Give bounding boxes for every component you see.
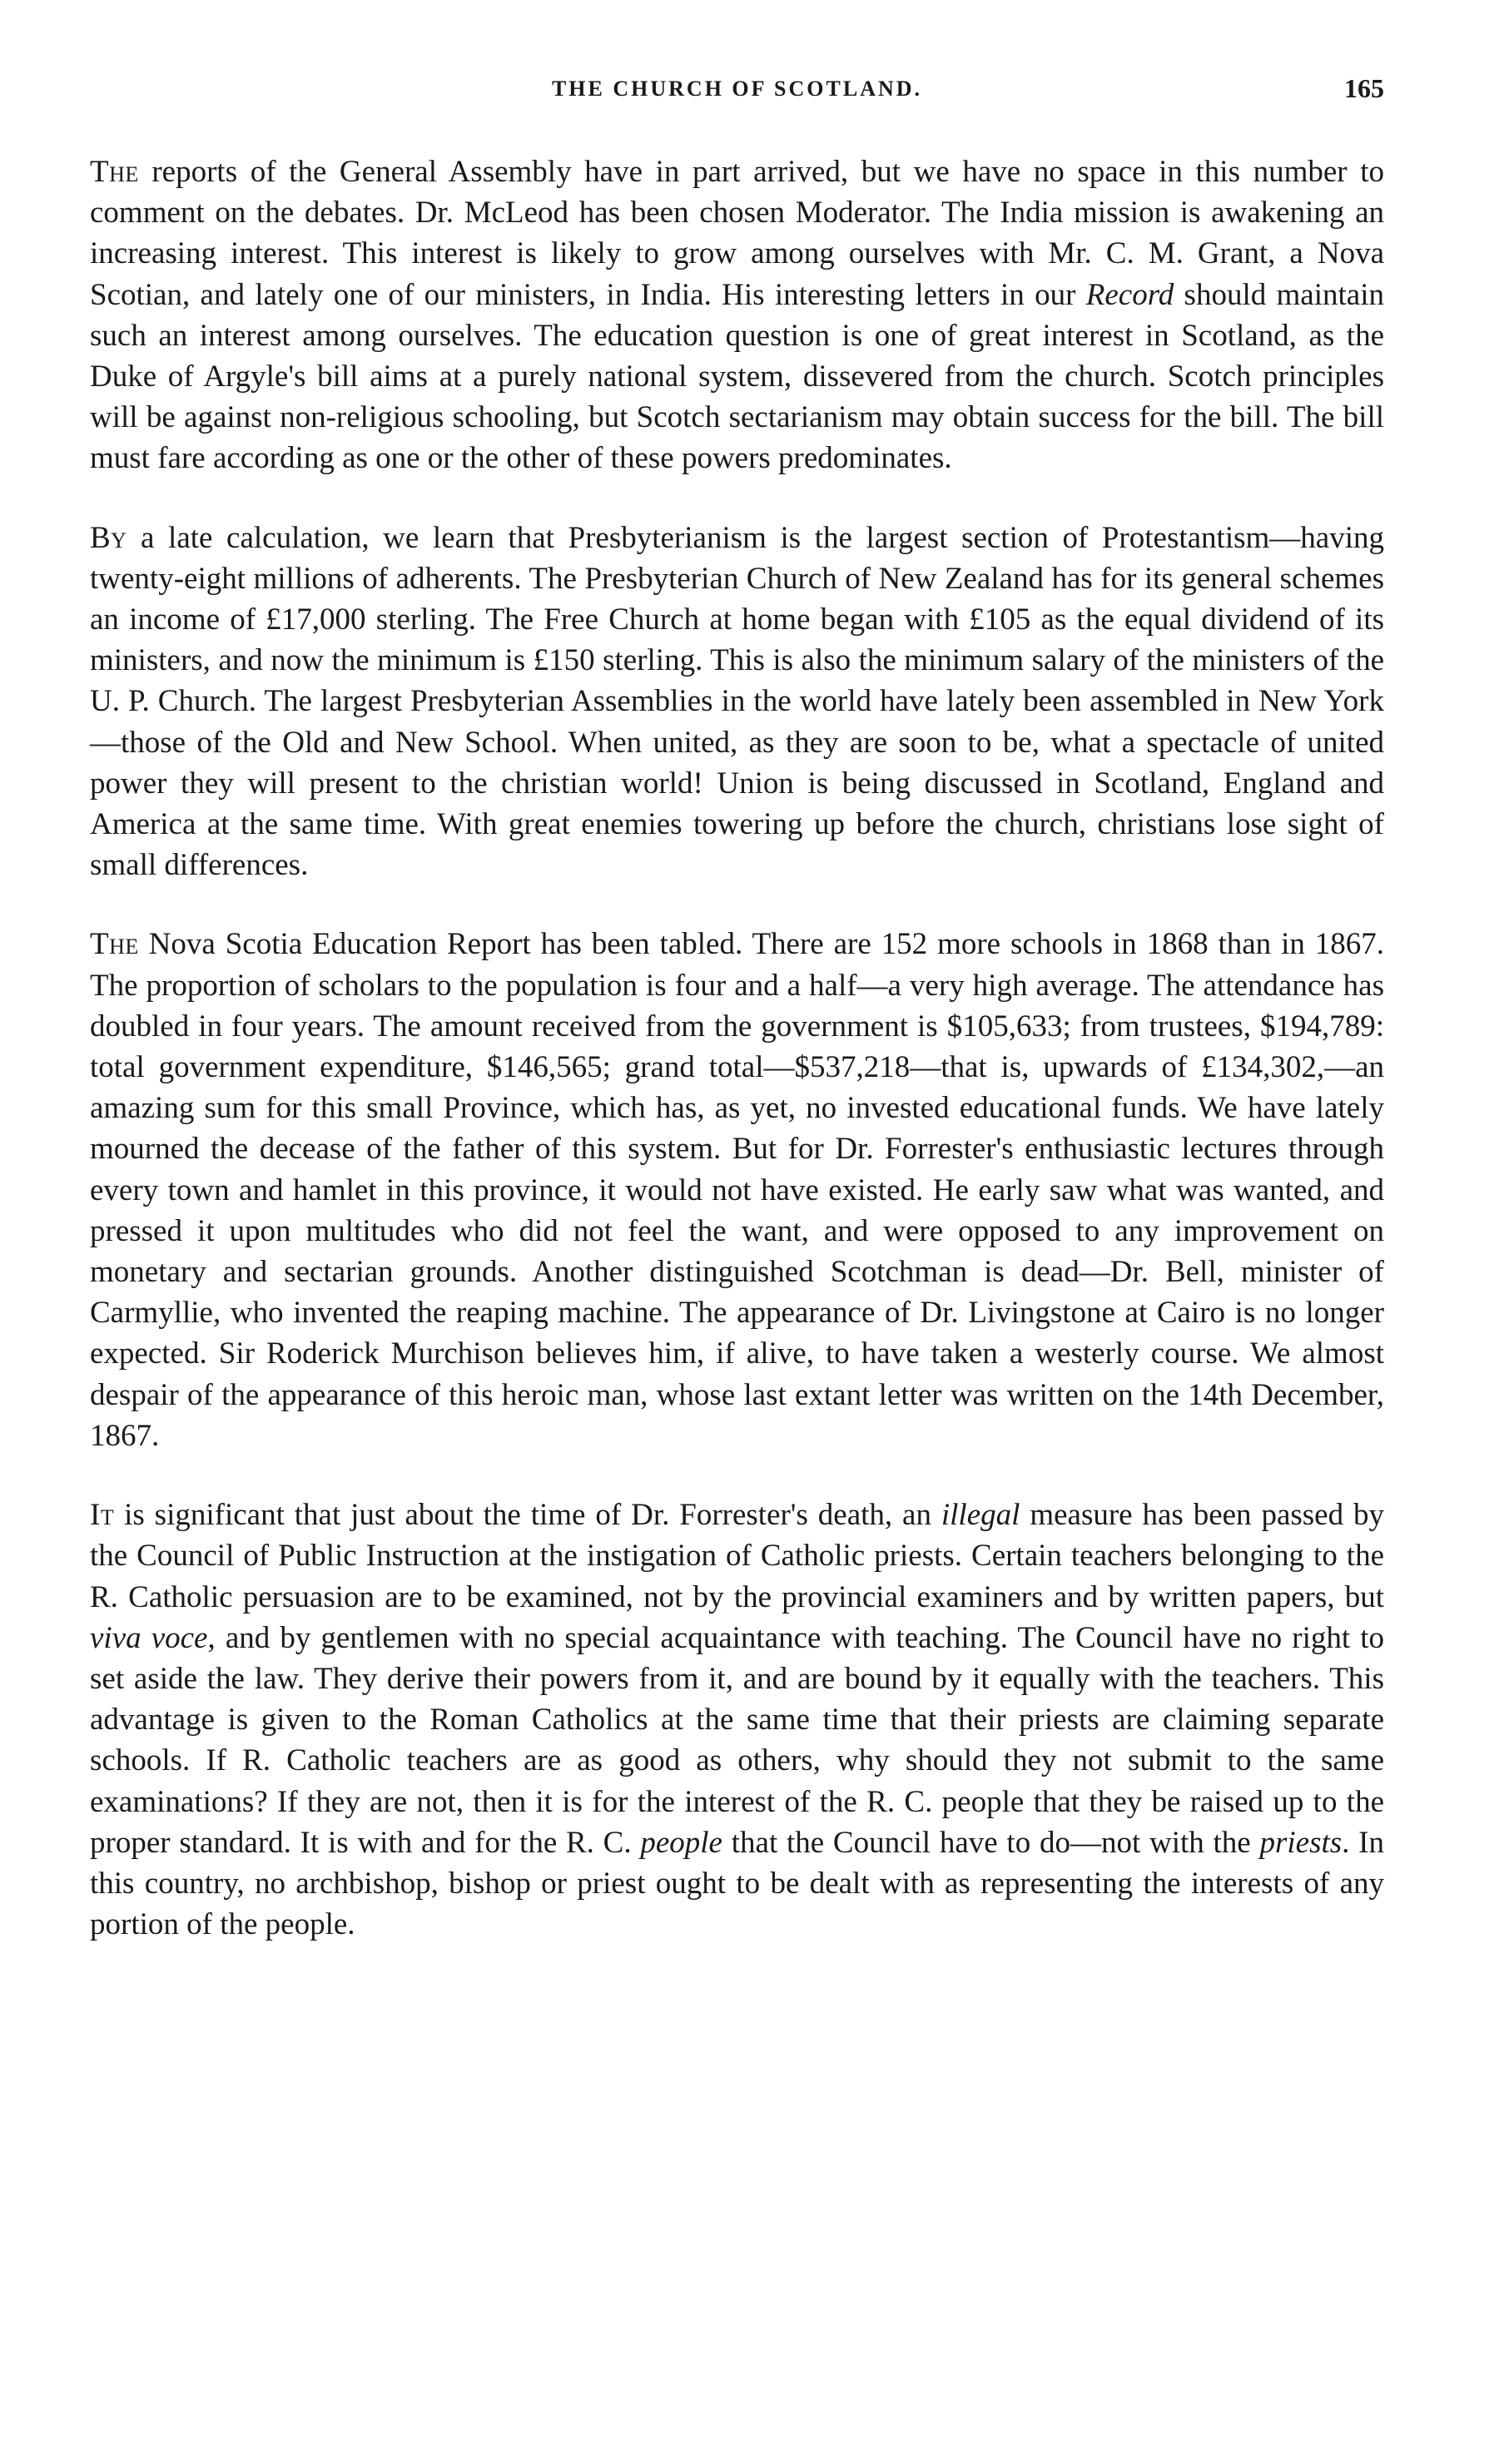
- paragraph-lead: By: [90, 520, 127, 555]
- paragraph-lead: The: [90, 927, 139, 962]
- paragraph-text: is significant that just about the time of Dr. Forrester's death, an: [114, 1498, 941, 1533]
- paragraph-text: , and by gentlemen with no special acquaintance with teaching. The Council have no right to set aside the law. They derive their powers from it, and are bound by it equally with the teachers. This advantage is given to the Roman Catholics at the same time that their priests are claiming separate schools. If R. Catholic teachers are as good as others, why should they not submit to the same examinations? If they are not, then it is for the interest of the R. C. people that they be raised up to the proper standard. It is with and for the R. C.: [90, 1620, 1384, 1860]
- paragraph-text: Nova Scotia Education Report has been tabled. There are 152 more schools in 1868 than in 1867. The proportion of scholars to the population is four and a half—a very high average. The attendance has doubled in four years. The amount received from the government is $105,633; from trustees, $194,789: total government expenditure, $146,565; grand total—$537,218—that is, upwards of £134,302,—an amazing sum for this small Province, which has, as yet, no invested educational funds. We have lately mourned the decease of the father of this system. But for Dr. Forrester's enthusiastic lectures through every town and hamlet in this province, it would not have existed. He early saw what was wanted, and pressed it upon multitudes who did not feel the want, and were opposed to any improvement on monetary and sectarian grounds. Another distinguished Scotchman is dead—Dr. Bell, minister of Carmyllie, who invented the reaping machine. The appearance of Dr. Livingstone at Cairo is no longer expected. Sir Roderick Murchison believes him, if alive, to have taken a westerly course. We almost despair of the appearance of this heroic man, whose last extant letter was written on the 14th December, 1867.: [90, 927, 1384, 1453]
- paragraph-lead: The: [90, 155, 139, 189]
- italic-text: people: [640, 1825, 722, 1860]
- paragraph-council-instruction: [90, 1495, 1384, 1945]
- running-title: THE CHURCH OF SCOTLAND.: [551, 77, 923, 101]
- italic-text: viva voce: [90, 1620, 208, 1655]
- page-number: 165: [1344, 73, 1384, 103]
- paragraph-text: a late calculation, we learn that Presbyterianism is the largest section of Protestantism—having twenty-eight millions of adherents. The Presbyterian Church of New Zealand has for its general schemes an income of £17,000 sterling. The Free Church at home began with £105 as the equal dividend of its ministers, and now the minimum is £150 sterling. This is also the minimum salary of the ministers of the U. P. Church. The largest Presbyterian Assemblies in the world have lately been assembled in New York—those of the Old and New School. When united, as they are soon to be, what a spectacle of united power they will present to the christian world! Union is being discussed in Scotland, England and America at the same time. With great enemies towering up before the church, christians lose sight of small differences.: [90, 520, 1384, 883]
- italic-text: illegal: [941, 1498, 1020, 1533]
- paragraph-presbyterianism: [90, 518, 1384, 886]
- paragraph-text: should maintain such an interest among ourselves. The education question is one of great interest in Scotland, as the Duke of Argyle's bill aims at a purely national system, dissevered from the church. Scotch principles will be against non-religious schooling, but Scotch sectarianism may obtain success for the bill. The bill must fare according as one or the other of these powers predominates.: [90, 277, 1384, 476]
- paragraph-education-report: [90, 924, 1384, 1456]
- italic-text: Record: [1085, 277, 1174, 312]
- page: [90, 73, 1384, 1945]
- paragraph-lead: It: [90, 1498, 115, 1533]
- paragraph-text: . In this country, no archbishop, bishop or priest ought to be dealt with as representing the interests of any portion of the people.: [90, 1825, 1384, 1942]
- paragraph-general-assembly: [90, 151, 1384, 479]
- running-header: [90, 73, 1384, 110]
- paragraph-text: reports of the General Assembly have in part arrived, but we have no space in this number to comment on the debates. Dr. McLeod has been chosen Moderator. The India mission is awakening an increasing interest. This interest is likely to grow among ourselves with Mr. C. M. Grant, a Nova Scotian, and lately one of our ministers, in India. His interesting letters in our: [90, 155, 1384, 312]
- italic-text: priests: [1259, 1825, 1343, 1860]
- paragraph-text: measure has been passed by the Council of Public Instruction at the instigation of Catholic priests. Certain teachers belonging to the R. Catholic persuasion are to be examined, not by the provincial examiners and by written papers, but: [90, 1498, 1384, 1614]
- paragraph-text: that the Council have to do—not with the: [722, 1825, 1260, 1860]
